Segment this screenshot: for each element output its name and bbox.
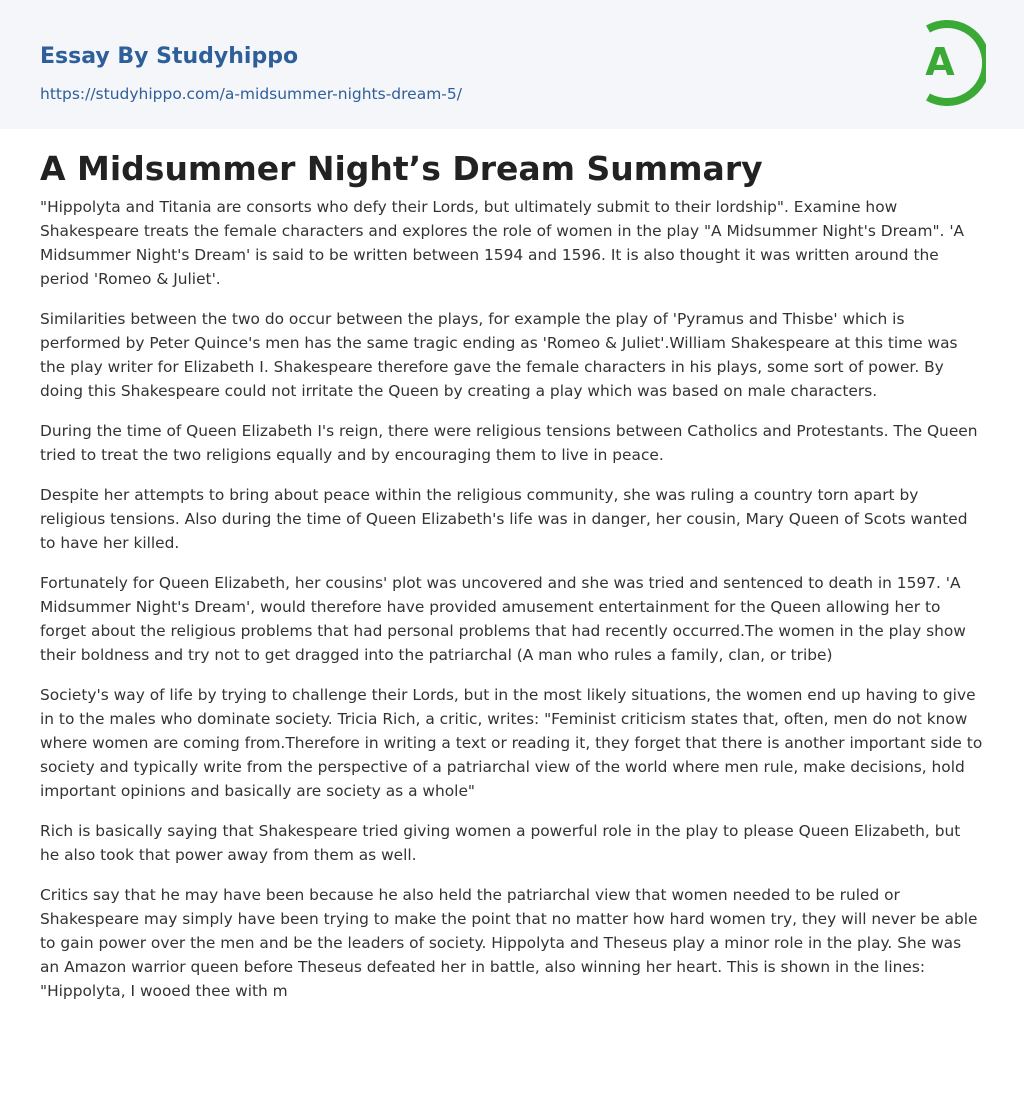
- article-paragraph: Society's way of life by trying to challenge their Lords, but in the most likely situations, the women end up having to give in to the males who dominate society. Tricia Rich, a critic, writes: "Feminist criticism states that, often, men do not know where women are coming from.Therefore in writing a text or reading it, they forget that there is another important side to society and typically write from the perspective of a patriarchal view of the world where men rule, make decisions, hold important opinions and basically are society as a whole": [40, 686, 983, 800]
- article-body: [40, 195, 984, 1003]
- studyhippo-logo-icon[interactable]: [914, 20, 986, 106]
- article-paragraph: Despite her attempts to bring about peace within the religious community, she was ruling a country torn apart by religious tensions. Also during the time of Queen Elizabeth's life was in danger, her cousin, Mary Queen of Scots wanted to have her killed.: [40, 486, 968, 552]
- article-paragraph: Similarities between the two do occur between the plays, for example the play of 'Pyramus and Thisbe' which is performed by Peter Quince's men has the same tragic ending as 'Romeo & Juliet'.William Shakespeare at this time was the play writer for Elizabeth I. Shakespeare therefore gave the female characters in his plays, some sort of power. By doing this Shakespeare could not irritate the Queen by creating a play which was based on male characters.: [40, 310, 958, 400]
- article-paragraph: Fortunately for Queen Elizabeth, her cousins' plot was uncovered and she was tried and sentenced to death in 1597. 'A Midsummer Night's Dream', would therefore have provided amusement entertainment for the Queen allowing her to forget about the religious problems that had personal problems that had recently occurred.The women in the play show their boldness and try not to get dragged into the patriarchal (A man who rules a family, clan, or tribe): [40, 574, 966, 664]
- article: [0, 129, 1024, 1003]
- site-header: [0, 0, 1024, 129]
- article-paragraph: "Hippolyta and Titania are consorts who defy their Lords, but ultimately submit to their lordship". Examine how Shakespeare treats the female characters and explores the role of women in the play "A Midsummer Night's Dream". 'A Midsummer Night's Dream' is said to be written between 1594 and 1596. It is also thought it was written around the period 'Romeo & Juliet'.: [40, 198, 965, 288]
- article-paragraph: Critics say that he may have been because he also held the patriarchal view that women needed to be ruled or Shakespeare may simply have been trying to make the point that no matter how hard women try, they will never be able to gain power over the men and be the leaders of society. Hippolyta and Theseus play a minor role in the play. She was an Amazon warrior queen before Theseus defeated her in battle, also winning her heart. This is shown in the lines: "Hippolyta, I wooed thee with m: [40, 886, 978, 1000]
- svg-text:A: A: [925, 40, 955, 84]
- article-paragraph: During the time of Queen Elizabeth I's reign, there were religious tensions between Catholics and Protestants. The Queen tried to treat the two religions equally and by encouraging them to live in peace.: [40, 422, 978, 464]
- article-paragraph: Rich is basically saying that Shakespeare tried giving women a powerful role in the play to please Queen Elizabeth, but he also took that power away from them as well.: [40, 822, 961, 864]
- page-title: A Midsummer Night’s Dream Summary: [40, 149, 763, 188]
- site-brand[interactable]: Essay By Studyhippo: [40, 44, 299, 69]
- essay-url-link[interactable]: https://studyhippo.com/a-midsummer-nights-dream-5/: [40, 85, 462, 103]
